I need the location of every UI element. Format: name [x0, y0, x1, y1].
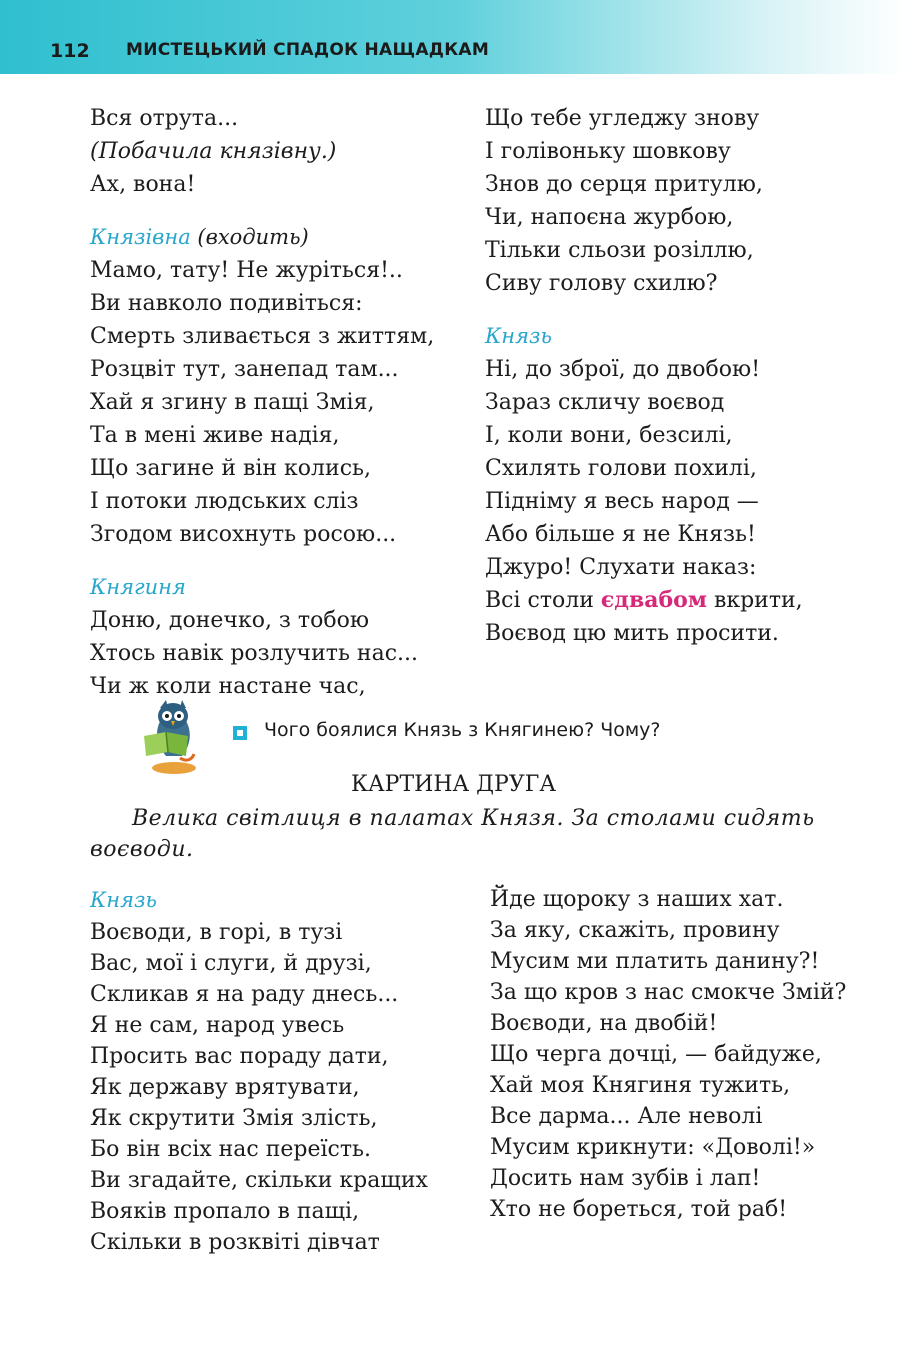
- verse-lines: [90, 254, 434, 551]
- running-title: МИСТЕЦЬКИЙ СПАДОК НАЩАДКАМ: [126, 40, 490, 60]
- line-text: Всі столи: [485, 588, 601, 613]
- verse-line: Схилять голови похилі,: [485, 456, 757, 481]
- verse-line: Скликав я на раду днесь...: [90, 982, 399, 1007]
- verse-line: Як державу врятувати,: [90, 1075, 360, 1100]
- scene-description: Велика світлиця в палатах Князя. За столами сидять воєводи.: [90, 806, 815, 862]
- verse-line: Знов до серця притулю,: [485, 172, 763, 197]
- verse-line: Все дарма... Але неволі: [490, 1104, 763, 1129]
- verse-line: Хай моя Княгиня тужить,: [490, 1073, 791, 1098]
- verse-line: Згодом висохнуть росою...: [90, 522, 397, 547]
- page-header: [0, 0, 907, 74]
- verse-line: Ні, до зброї, до двобою!: [485, 357, 761, 382]
- verse-line: Та в мені живе надія,: [90, 423, 340, 448]
- verse-line: Сиву голову схилю?: [485, 271, 718, 296]
- scene-title: КАРТИНА ДРУГА: [350, 772, 556, 797]
- verse-line: Як скрутити Змія злість,: [90, 1106, 378, 1131]
- verse-lines: [90, 917, 428, 1258]
- verse-line: Розцвіт тут, занепад там...: [90, 357, 399, 382]
- block2-left-column: [90, 884, 428, 1258]
- verse-line: Хто не бореться, той раб!: [490, 1197, 788, 1222]
- verse-line: Просить вас пораду дати,: [90, 1044, 389, 1069]
- verse-line: Воєводи, в горі, в тузі: [90, 920, 343, 945]
- verse-line: Підніму я весь народ —: [485, 489, 759, 514]
- verse-lines: [490, 884, 846, 1225]
- block1-right-column: [485, 102, 803, 650]
- verse-lines: [485, 102, 803, 300]
- verse-line: Вся отрута...: [90, 106, 239, 131]
- verse-line: І, коли вони, безсилі,: [485, 423, 733, 448]
- block2-right-column: [490, 884, 846, 1225]
- verse-line: Чи ж коли настане час,: [90, 674, 366, 699]
- verse-line: Що тебе угледжу знову: [485, 106, 760, 131]
- page-number: 112: [50, 40, 90, 62]
- speaker-label: Князь: [485, 324, 552, 348]
- verse-line: І потоки людських сліз: [90, 489, 359, 514]
- verse-line: Вас, мої і слуги, й друзі,: [90, 951, 372, 976]
- verse-line: Ви навколо подивіться:: [90, 291, 363, 316]
- verse-line: Ах, вона!: [90, 172, 196, 197]
- question-text: Чого боялися Князь з Княгинею? Чому?: [264, 719, 661, 741]
- verse-line: Мусим крикнути: «Доволі!»: [490, 1135, 816, 1160]
- glossary-term[interactable]: єдвабом: [600, 587, 707, 613]
- line-text: вкрити,: [706, 588, 803, 613]
- speaker-label: Княгиня: [90, 575, 186, 599]
- verse-line: Що загине й він колись,: [90, 456, 371, 481]
- verse-line: Мамо, тату! Не журіться!..: [90, 258, 403, 283]
- speaker-name: Князівна: [90, 225, 191, 249]
- verse-line: І голівоньку шовкову: [485, 139, 731, 164]
- verse-line: Хтось навік розлучить нас...: [90, 641, 418, 666]
- speaker-label: Князь: [90, 888, 157, 912]
- verse-line: Смерть зливається з життям,: [90, 324, 435, 349]
- speaker-label: [90, 221, 434, 254]
- verse-line: Скільки в розквіті дівчат: [90, 1230, 380, 1255]
- block1-left-column: [90, 102, 434, 703]
- verse-lines: [485, 353, 803, 584]
- question-bullet-icon: [233, 726, 247, 740]
- verse-line: Джуро! Слухати наказ:: [485, 555, 757, 580]
- verse-line: Бо він всіх нас переїсть.: [90, 1137, 372, 1162]
- verse-line: Що черга дочці, — байдуже,: [490, 1042, 822, 1067]
- verse-line: Вояків пропало в пащі,: [90, 1199, 360, 1224]
- verse-line: Йде щороку з наших хат.: [490, 887, 784, 912]
- verse-line: Або більше я не Князь!: [485, 522, 756, 547]
- verse-line: За яку, скажіть, провину: [490, 918, 780, 943]
- verse-line: Досить нам зубів і лап!: [490, 1166, 761, 1191]
- verse-lines: [90, 604, 434, 703]
- verse-line: Чи, напоєна журбою,: [485, 205, 734, 230]
- verse-line: Хай я згину в пащі Змія,: [90, 390, 375, 415]
- verse-line: Тільки сльози розіллю,: [485, 238, 754, 263]
- verse-line: Мусим ми платить данину?!: [490, 949, 820, 974]
- verse-line: За що кров з нас смокче Змій?: [490, 980, 847, 1005]
- verse-line: Воєводи, на двобій!: [490, 1011, 718, 1036]
- verse-line-highlight: [485, 584, 803, 617]
- verse-line: Ви згадайте, скільки кращих: [90, 1168, 428, 1193]
- verse-line: Воєвод цю мить просити.: [485, 621, 779, 646]
- verse-line: (Побачила князівну.): [90, 139, 337, 164]
- verse-line: Доню, донечко, з тобою: [90, 608, 369, 633]
- stage-direction: (входить): [197, 225, 309, 249]
- verse-line: Зараз скличу воєвод: [485, 390, 725, 415]
- verse-lines: [90, 102, 434, 201]
- verse-line: Я не сам, народ увесь: [90, 1013, 345, 1038]
- reading-owl-icon: [136, 698, 202, 776]
